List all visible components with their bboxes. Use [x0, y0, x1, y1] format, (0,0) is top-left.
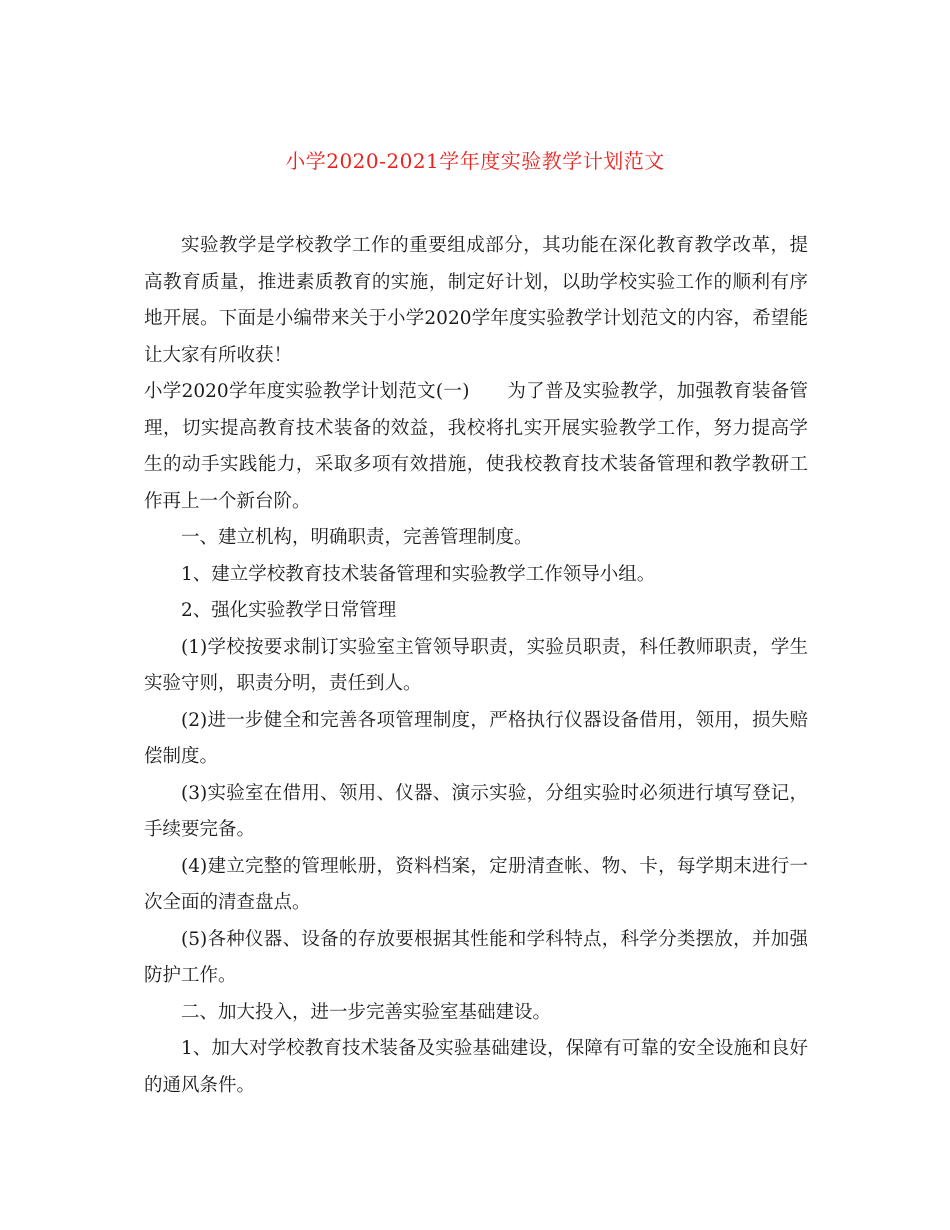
list-item: (4)建立完整的管理帐册，资料档案，定册清查帐、物、卡，每学期末进行一次全面的清查盘点。 [144, 855, 808, 913]
list-item: (2)进一步健全和完善各项管理制度，严格执行仪器设备借用，领用，损失赔偿制度。 [144, 709, 808, 767]
section-heading-paragraph: 小学2020学年度实验教学计划范文(一) 为了普及实验教学，加强教育装备管理，切实提高教育技术装备的效益，我校将扎实开展实验教学工作，努力提高学生的动手实践能力，采取多项有效措施，使我校教育技术装备管理和教学教研工作再上一个新台阶。 [144, 381, 808, 512]
list-item: (3)实验室在借用、领用、仪器、演示实验，分组实验时必须进行填写登记，手续要完备。 [144, 782, 808, 840]
intro-paragraph: 实验教学是学校教学工作的重要组成部分，其功能在深化教育教学改革，提高教育质量，推进素质教育的实施，制定好计划，以助学校实验工作的顺利有序地开展。下面是小编带来关于小学2020学年度实验教学计划范文的内容，希望能让大家有所收获！ [144, 235, 808, 366]
list-item: (5)各种仪器、设备的存放要根据其性能和学科特点，科学分类摆放，并加强防护工作。 [144, 928, 808, 986]
document-title: 小学2020-2021学年度实验教学计划范文 [285, 149, 665, 173]
list-item: (1)学校按要求制订实验室主管领导职责，实验员职责，科任教师职责，学生实验守则，职责分明，责任到人。 [144, 636, 808, 694]
section-one-heading: 一、建立机构，明确职责，完善管理制度。 [181, 527, 533, 548]
list-item: 1、加大对学校教育技术装备及实验基础建设，保障有可靠的安全设施和良好的通风条件。 [144, 1038, 808, 1096]
document-body [144, 228, 808, 1104]
section-two-heading: 二、加大投入，进一步完善实验室基础建设。 [181, 1001, 552, 1023]
list-item: 2、强化实验教学日常管理 [181, 600, 397, 621]
list-item: 1、建立学校教育技术装备管理和实验教学工作领导小组。 [181, 563, 656, 585]
